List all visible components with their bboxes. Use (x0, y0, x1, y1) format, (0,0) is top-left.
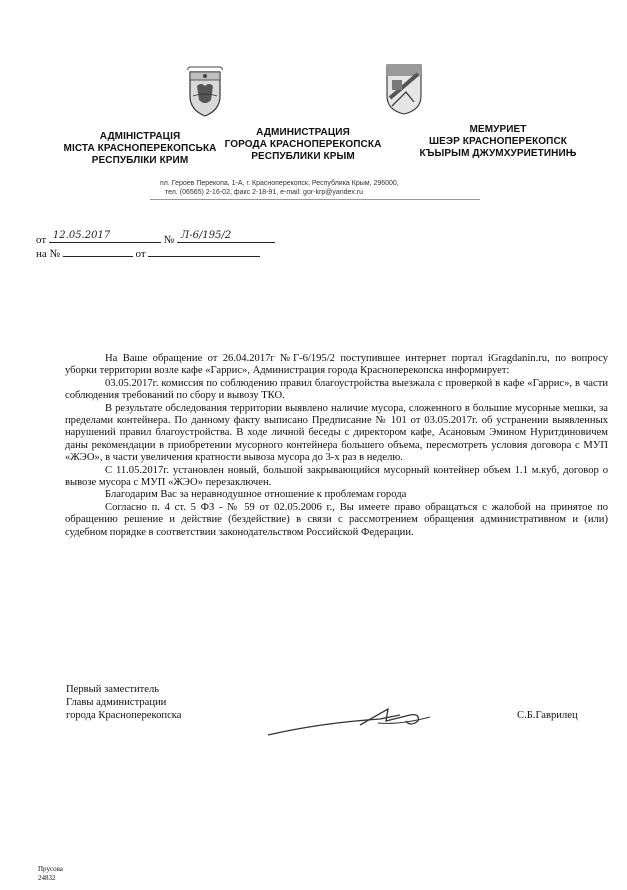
header-crh-line: МЕМУРИЕТ (469, 124, 527, 135)
header-crh-line: КЪЫРЫМ ДЖУМХУРИЕТИНИЊ (419, 148, 577, 159)
body-paragraph: 03.05.2017г. комиссия по соблюдению правил благоустройства выезжала с проверкой в кафе «Гаррис», в части соблюдения требований по сбору и вывозу ТКО. (65, 377, 608, 402)
krasnoperekopsk-coat-of-arms-icon (384, 62, 424, 116)
body-paragraph: Благодарим Вас за неравнодушное отношение к проблемам города (105, 489, 407, 501)
header-russian (208, 127, 398, 163)
registration-line-1 (36, 229, 275, 246)
executor-phone: 24832 (38, 874, 56, 882)
registration-line-2 (36, 246, 260, 260)
header-ukr-line: МІСТА КРАСНОПЕРЕКОПСЬКА (63, 143, 217, 154)
body-paragraph: С 11.05.2017г. установлен новый, большой закрывающийся мусорный контейнер объем 1.1 м.куб, договор о вывозе мусора с МУП «ЖЭО» перезаключен. (65, 464, 608, 489)
header-divider (150, 199, 480, 200)
reg-ot2-label: от (135, 248, 146, 260)
header-crimean-tatar (398, 124, 598, 160)
header-ukr-line: РЕСПУБЛІКИ КРИМ (91, 155, 189, 166)
position-line: города Красноперекопска (66, 710, 182, 721)
signatory-position (66, 683, 181, 722)
header-ukrainian (45, 131, 235, 167)
reg-number-handwritten: Л-6/195/2 (180, 230, 232, 241)
position-line: Первый заместитель (66, 684, 160, 695)
header-rus-line: РЕСПУБЛИКИ КРЫМ (251, 151, 355, 162)
position-line: Главы администрации (66, 697, 167, 708)
header-rus-line: АДМИНИСТРАЦИЯ (256, 127, 350, 138)
address-line-2: тел. (06565) 2-16-02, факс 2-18-91, e-mail: gor-krp@yandex.ru (165, 189, 364, 196)
header-rus-line: ГОРОДА КРАСНОПЕРЕКОПСКА (224, 139, 382, 150)
header-crh-line: ШЕЭР КРАСНОПЕРЕКОПСК (429, 136, 567, 147)
body-paragraph: Согласно п. 4 ст. 5 ФЗ - № 59 от 02.05.2006 г., Вы имеете право обращаться с жалобой на принятое по обращению решение и действие (бездействие) в связи с рассмотрением обращения административном и (или) судебном порядке в соответствии законодательством Российской Федерации. (65, 501, 608, 538)
reg-ot-label: от (36, 234, 47, 246)
body-paragraph: В результате обследования территории выявлено наличие мусора, сложенного в большие мусорные мешки, за пределами контейнера. По данному факту выписано Предписание № 101 от 03.05.2017г. об устранении выявленных нарушений правил благоустройства. В ходе личной беседы с директором кафе, Асановым Эмином Нуритдиновичем даны рекомендации в приобретении мусорного контейнера большего объема, пересмотреть условия договора с МУП «ЖЭО», в части увеличения кратности вывоза мусора до 3-х раз в неделю. (65, 402, 608, 464)
reg-no-label: № (163, 234, 175, 246)
header-ukr-line: АДМІНІСТРАЦІЯ (99, 131, 181, 142)
handwritten-signature (260, 695, 460, 745)
letter-body (65, 353, 608, 539)
body-paragraph: На Ваше обращение от 26.04.2017г №Г-6/195/2 поступившее интернет портал iGragdanin.ru, по вопросу уборки территории возле кафе «Гаррис», Администрация города Красноперекопска информирует: (65, 353, 608, 377)
reg-na-label: на № (36, 248, 61, 260)
crimea-coat-of-arms-icon (187, 66, 223, 118)
executor-name: Прусова (38, 865, 63, 873)
signatory-name: С.Б.Гаврилец (517, 710, 578, 721)
reg-date-handwritten: 12.05.2017 (52, 230, 111, 241)
address-line-1: пл. Героев Перекопа, 1-А, г. Красноперекопск, Республика Крым, 296000, (160, 180, 399, 187)
